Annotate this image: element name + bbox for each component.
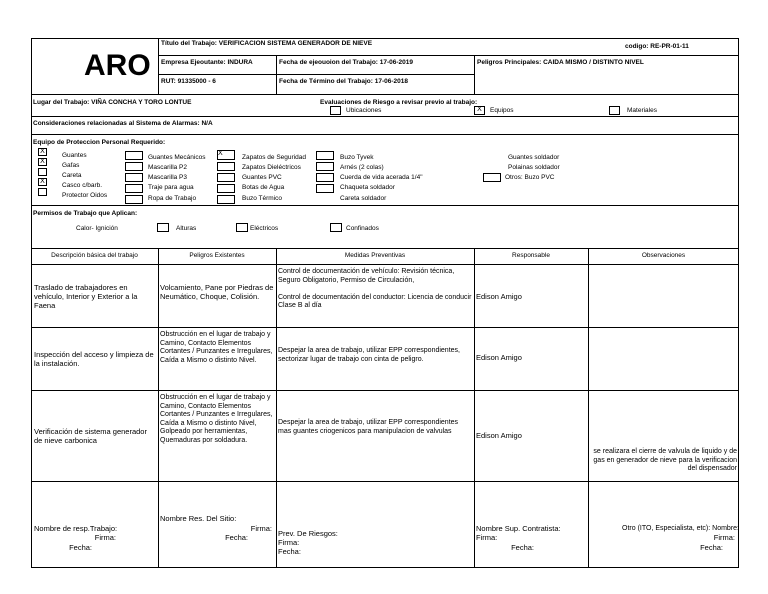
permit-label: Eléctricos [250, 225, 279, 232]
sig-resp-trabajo-firma: Firma: [94, 533, 116, 542]
ppe-checkbox-ropa-trabajo[interactable] [125, 195, 143, 204]
permit-label: Confinados [346, 225, 379, 232]
sig-otro-fecha: Fecha: [700, 543, 723, 552]
divider [474, 248, 475, 568]
ppe-label: Botas de Agua [242, 184, 285, 191]
table-header: Peligros Existentes [189, 252, 245, 259]
divider [31, 248, 739, 249]
ppe-label: Arnés (2 colas) [340, 164, 384, 171]
task-hazards: Volcamiento, Pane por Piedras de Neumático, Choque, Colisión. [160, 283, 274, 301]
sig-sup-contratista-name: Nombre Sup. Contratista: [476, 524, 561, 533]
divider [588, 248, 589, 568]
sig-resp-sitio-name: Nombre Res. Del Sitio: [160, 514, 237, 523]
ppe-checkbox-zapatos-dielectricos[interactable] [217, 162, 235, 171]
sig-sup-contratista-fecha: Fecha: [511, 543, 534, 552]
executing-company: Empresa Ejeoutante: INDURA [161, 59, 253, 66]
main-hazards: Peligros Principales: CAIDA MISMO / DISTINTO NIVEL [477, 59, 644, 66]
ppe-checkbox-casco[interactable]: X [38, 178, 47, 186]
ppe-checkbox-guantes-pvc[interactable] [217, 173, 235, 182]
ppe-checkbox-arnes[interactable] [316, 162, 334, 171]
ppe-checkbox-guantes[interactable]: X [38, 148, 47, 156]
permit-checkbox-calor[interactable] [157, 223, 169, 232]
divider [31, 264, 739, 265]
alarm-considerations: Consideraciones relacionadas al Sistema de Alarmas: N/A [33, 120, 213, 127]
ppe-label: Guantes Mecánicos [148, 154, 206, 161]
divider [31, 481, 739, 482]
divider [31, 116, 739, 117]
table-header: Responsable [512, 252, 550, 259]
table-header: Descripción básica del trabajo [51, 252, 138, 259]
task-observations: se realizara el cierre de valvula de liquido y de gas en generador de nieve para la verificacion del dispensador [593, 448, 737, 473]
permit-checkbox-alturas[interactable] [236, 223, 248, 232]
permits-title: Permisos de Trabajo que Aplican: [33, 210, 138, 217]
divider [158, 248, 159, 568]
permit-label: Calor- Ignición [76, 225, 118, 232]
task-responsible: Edison Amigo [476, 353, 522, 362]
task-measures: Control de documentación de vehículo: Revisión técnica, Seguro Obligatorio, Permiso de Circulación, Control de documentación del conductor: Licencia de conducir Clase B al día [278, 268, 472, 310]
ppe-label: Careta soldador [340, 195, 387, 202]
sig-prevencion-name: Prev. De Riesgos: [278, 529, 338, 538]
ppe-label: Buzo Tyvek [340, 154, 374, 161]
task-hazards: Obstrucción en el lugar de trabajo y Camino, Contacto Elementos Cortantes / Punzantes e Irregulares, Caída a Mismo o distinto Nivel, Golpeado por herramientas, Quemaduras por soldadura. [160, 394, 273, 444]
ppe-title: Equipo de Proteccion Personal Requerido: [33, 139, 166, 146]
task-responsible: Edison Amigo [476, 431, 522, 440]
materiales-label: Materiales [627, 107, 657, 114]
company-logo: ARO [84, 49, 151, 82]
task-description: Traslado de trabajadores en vehículo, Interior y Exterior a la Faena [34, 283, 138, 310]
divider [31, 134, 739, 135]
ppe-label: Careta [62, 172, 82, 179]
ppe-label: Mascarilla P2 [148, 164, 188, 171]
ppe-checkbox-otros[interactable] [483, 173, 501, 182]
company-rut: RUT: 91335000 - 6 [161, 78, 216, 85]
ppe-label: Cuerda de vida acerada 1/4" [340, 174, 423, 181]
ppe-label: Mascarilla P3 [148, 174, 188, 181]
ppe-label: Otros: Buzo PVC [505, 174, 555, 181]
task-measures: Despejar la area de trabajo, utilizar EPP correspondientes mas guantes criogenicos para manipulacion de valvulas [278, 419, 459, 435]
task-responsible: Edison Amigo [476, 292, 522, 301]
ppe-label: Guantes PVC [242, 174, 282, 181]
equipos-label: Equipos [490, 107, 514, 114]
permit-checkbox-confinados[interactable] [330, 223, 342, 232]
permit-label: Alturas [176, 225, 197, 232]
table-header: Observaciones [641, 252, 686, 259]
ubicaciones-checkbox[interactable] [330, 106, 341, 115]
ppe-label: Guantes soldador [508, 154, 560, 161]
task-measures: Despejar la area de trabajo, utilizar EPP correspondientes, sectorizar lugar de trabajo con cinta de peligro. [278, 347, 460, 363]
form-code: codigo: RE-PR-01-11 [625, 43, 689, 50]
sig-otro-firma: Firma: [713, 533, 735, 542]
execution-date: Fecha de ejeouoion del Trabajo: 17-06-2019 [279, 59, 414, 66]
ppe-checkbox-mascarilla-p2[interactable] [125, 162, 143, 171]
ppe-label: Chaqueta soldador [340, 184, 395, 191]
sig-prevencion-fecha: Fecha: [278, 547, 301, 556]
ppe-label: Protector Oidos [62, 192, 108, 199]
ppe-checkbox-mascarilla-p3[interactable] [125, 173, 143, 182]
ppe-checkbox-protector-oidos[interactable] [38, 188, 47, 196]
divider [158, 38, 159, 94]
divider [31, 390, 739, 391]
task-description: Inspección del acceso y limpieza de la instalación. [34, 350, 154, 368]
ppe-label: Casco c/barb. [62, 182, 103, 189]
ppe-checkbox-buzo-termico[interactable] [217, 195, 235, 204]
divider [31, 327, 739, 328]
ppe-checkbox-traje-agua[interactable] [125, 184, 143, 193]
work-location: Lugar del Trabajo: VIÑA CONCHA Y TORO LONTUE [33, 99, 192, 106]
materiales-checkbox[interactable] [609, 106, 620, 115]
ppe-checkbox-zapatos-seguridad[interactable]: X [217, 150, 235, 160]
ppe-label: Buzo Térmico [242, 195, 282, 202]
end-date: Fecha de Término del Trabajo: 17-06-2018 [279, 78, 408, 85]
divider [276, 248, 277, 568]
ppe-checkbox-guantes-mecanicos[interactable] [125, 151, 143, 160]
sig-sup-contratista-firma: Firma: [476, 533, 498, 542]
divider [158, 55, 739, 56]
task-description: Verificación de sistema generador de nieve carbonica [34, 427, 147, 445]
sig-resp-trabajo-name: Nombre de resp.Trabajo: [34, 524, 118, 533]
ppe-label: Zapatos de Seguridad [242, 154, 306, 161]
ppe-checkbox-careta[interactable] [38, 168, 47, 176]
risk-evaluations-title: Evaluaciones de Riesgo a revisar previo al trabajo: [320, 99, 478, 106]
ppe-label: Polainas soldador [508, 164, 560, 171]
divider [31, 205, 739, 206]
ppe-checkbox-chaqueta-soldador[interactable] [316, 184, 334, 193]
ppe-label: Gafas [62, 162, 80, 169]
ppe-label: Traje para agua [148, 184, 194, 191]
ubicaciones-label: Ubicaciones [346, 107, 382, 114]
sig-resp-sitio-firma: Firma: [250, 524, 272, 533]
sig-prevencion-firma: Firma: [278, 538, 300, 547]
ppe-checkbox-cuerda-vida[interactable] [316, 173, 334, 182]
divider [158, 74, 474, 75]
ppe-checkbox-gafas[interactable]: X [38, 158, 47, 166]
divider [276, 55, 277, 94]
table-header: Medidas Preventivas [344, 252, 406, 259]
task-hazards: Obstrucción en el lugar de trabajo y Camino, Contacto Elementos Cortantes / Punzantes e Irregulares, Caída a Mismo o distinto Nivel. [160, 331, 273, 364]
ppe-label: Guantes [62, 152, 87, 159]
divider [31, 94, 739, 95]
sig-resp-sitio-fecha: Fecha: [225, 533, 248, 542]
divider [474, 55, 475, 94]
ppe-checkbox-buzo-tyvek[interactable] [316, 151, 334, 160]
ppe-label: Ropa de Trabajo [148, 195, 197, 202]
ppe-checkbox-botas-agua[interactable] [217, 184, 235, 193]
equipos-checkbox[interactable]: X [474, 106, 485, 115]
ppe-label: Zapatos Dieléctricos [242, 164, 301, 171]
job-title: Título del Trabajo: VERIFICACION SISTEMA GENERADOR DE NIEVE [161, 40, 373, 47]
sig-otro-name: Otro (ITO, Especialista, etc): Nombre: [622, 525, 739, 532]
sig-resp-trabajo-fecha: Fecha: [69, 543, 92, 552]
